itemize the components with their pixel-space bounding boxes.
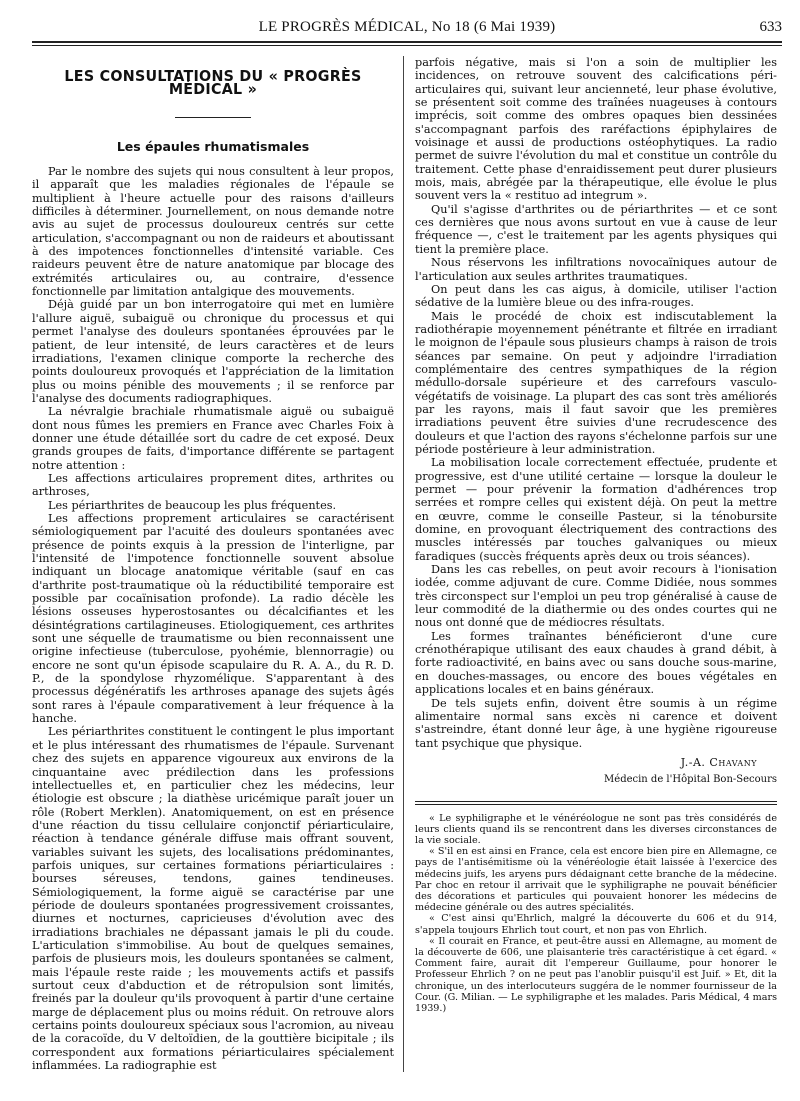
paragraph: La mobilisation locale correctement effectuée, prudente et progressive, est d'une utilité certaine — lorsque la douleur le permet — pour prévenir la formation d'adhérences trop serrées et rompre celles qui existent déjà. On peut la mettre en œuvre, comme le conseille Pasteur, si la ténobursite domine, en provoquant électriquement des contractions des muscles intéressés par touches galvaniques ou mieux faradiques (succès fréquents après deux ou trois séances).: [415, 456, 777, 563]
left-column: [32, 56, 403, 1072]
anecdote-note: [415, 813, 777, 1015]
article-title: Les épaules rhumatismales: [116, 138, 310, 154]
note-paragraph: « Il courait en France, et peut-être aussi en Allemagne, au moment de la découverte de 606, une plaisanterie très caractéristique à cet égard. « Comment faire, aurait dit l'empereur Guillaume, pour honorer le Professeur Ehrlich ? on ne peut pas l'anoblir puisqu'il est Juif. » Et, dit la chronique, un des interlocuteurs suggéra de le nommer fournisseur de la Cour. (G. Milian. — Le syphiligraphe et les malades. Paris Médical, 4 mars 1939.): [415, 935, 777, 1015]
paragraph: Les affections articulaires proprement dites, arthrites ou arthroses,: [32, 471, 394, 499]
journal-page: [32, 14, 782, 1094]
section-title: LES CONSULTATIONS DU « PROGRÈS MÉDICAL »: [64, 67, 362, 99]
author-signature: [415, 756, 777, 769]
header-rule-thin: [32, 45, 782, 46]
paragraph: parfois négative, mais si l'on a soin de multiplier les incidences, on retrouve souvent des calcifications péri-articulaires qui, suivant leur ancienneté, leur phase évolutive, se présentent soit comme des traînées nuageuses à contours imprécis, soit comme des ombres opaques bien dessinées s'accompagnant parfois des raréfactions épiphylaires de voisinage et aussi de productions ostéophytiques. La radio permet de suivre l'évolution du mal et constitue un contrôle du traitement. Cette phase d'enraidissement peut durer plusieurs mois, mais, abrégée par la thérapeutique, elle évolue le plus souvent vers la « restituo ad integrum ».: [415, 56, 777, 203]
note-paragraph: « C'est ainsi qu'Ehrlich, malgré la découverte du 606 et du 914, s'appela toujours Ehrlich tout court, et non pas von Ehrlich.: [415, 913, 777, 936]
note-paragraph: « S'il en est ainsi en France, cela est encore bien pire en Allemagne, ce pays de l'antisémitisme où la vénéréologie était laissée à l'exercice des médecins juifs, les aryens purs dédaignant cette branche de la médecine. Par choc en retour il arrivait que le syphiligraphe ne pouvait bénéficier des décorations et particules qui pouvaient honorer les médecins de médecine générale ou des autres spécialités.: [415, 846, 777, 914]
note-separator-thin: [415, 804, 777, 805]
two-column-body: [32, 56, 782, 1072]
paragraph: Qu'il s'agisse d'arthrites ou de périarthrites — et ce sont ces dernières que nous avons surtout en vue à cause de leur fréquence —, c'est le traitement par les agents physiques qui tient la première place.: [415, 202, 777, 256]
paragraph: Déjà guidé par un bon interrogatoire qui met en lumière l'allure aiguë, subaiguë ou chronique du processus et qui permet l'analyse des douleurs spontanées éprouvées par le patient, de leur intensité, de leurs caractères et de leurs irradiations, l'examen clinique comporte la recherche des points douloureux provoqués et l'appréciation de la limitation plus ou moins pénible des mouvements ; il se renforce par l'analyse des documents radiographiques.: [32, 298, 394, 405]
paragraph: On peut dans les cas aigus, à domicile, utiliser l'action sédative de la lumière bleue ou des infra-rouges.: [415, 282, 777, 310]
paragraph: De tels sujets enfin, doivent être soumis à un régime alimentaire normal sans excès ni carence et doivent s'astreindre, étant donné leur âge, à une hygiène rigoureuse tant psychique que physique.: [415, 696, 777, 750]
header-rule: [32, 41, 782, 43]
paragraph: Par le nombre des sujets qui nous consultent à leur propos, il apparaît que les maladies régionales de l'épaule se multiplient à l'heure actuelle pour des raisons d'ailleurs difficiles à déterminer. Journellement, on nous demande notre avis au sujet de processus douloureux centrés sur cette articulation, s'accompagnant ou non de raideurs et aboutissant à des impotences fonctionnelles d'intensité variable. Ces raideurs peuvent être de nature anatomique par blocage des extrémités articulaires ou, au contraire, d'essence fonctionnelle par limitation antalgique des mouvements.: [32, 165, 394, 299]
paragraph: Dans les cas rebelles, on peut avoir recours à l'ionisation iodée, comme adjuvant de cure. Comme Didiée, nous sommes très circonspect sur l'emploi un peu trop généralisé à cause de leur commodité de la diathermie ou des ondes courtes qui ne nous ont donné que de médiocres résultats.: [415, 563, 777, 630]
paragraph: Mais le procédé de choix est indiscutablement la radiothérapie moyennement pénétrante et filtrée en irradiant le moignon de l'épaule sous plusieurs champs à raison de trois séances par semaine. On peut y adjoindre l'irradiation complémentaire des centres sympathiques de la région médullo-dorsale supérieure et des carrefours vasculo-végétatifs de voisinage. La plupart des cas sont très améliorés par les rayons, mais il faut savoir que les premières irradiations peuvent être suivies d'une recrudescence des douleurs et que l'action des rayons s'échelonne parfois sur une période postérieure à leur administration.: [415, 309, 777, 456]
right-column: [403, 56, 777, 1072]
paragraph: Les affections proprement articulaires se caractérisent sémiologiquement par l'acuité des douleurs spontanées avec présence de points exquis à la pression de l'interligne, par l'intensité de l'impotence fonctionnelle souvent absolue indiquant un blocage anatomique véritable (sauf en cas d'arthrite post-traumatique où la réductibilité temporaire est possible par cocaïnisation profonde). La radio décèle les lésions osseuses hyperostosantes ou décalcifiantes et les désintégrations cartilagineuses. Etiologiquement, ces arthrites sont une séquelle de traumatisme ou bien reconnaissent une origine infectieuse (tuberculose, pyohémie, blennorragie) ou encore ne sont qu'un épisode scapulaire du R. A. A., du R. D. P., de la spondylose rhyzomélique. S'apparentant à des processus dégénératifs les arthroses apanage des sujets âgés sont rares à l'épaule comparativement à leur fréquence à la hanche.: [32, 511, 394, 726]
title-divider: [175, 117, 251, 118]
paragraph: Nous réservons les infiltrations novocaïniques autour de l'articulation aux seules arthrites traumatiques.: [415, 256, 777, 283]
page-header: [32, 14, 782, 36]
paragraph: Les périarthrites de beaucoup les plus fréquentes.: [48, 498, 337, 512]
running-title: LE PROGRÈS MÉDICAL, No 18 (6 Mai 1939): [258, 19, 556, 35]
author-name: J.-A. Chavany: [680, 755, 757, 769]
author-affiliation: Médecin de l'Hôpital Bon-Secours: [604, 774, 777, 786]
paragraph: La névralgie brachiale rhumatismale aiguë ou subaiguë dont nous fûmes les premiers en France avec Charles Foix à donner une étude détaillée sort du cadre de cet exposé. Deux grands groupes de faits, d'importance différente se partagent notre attention :: [32, 405, 394, 472]
note-separator: [415, 801, 777, 802]
page-number: 633: [759, 19, 782, 35]
note-paragraph: « Le syphiligraphe et le vénéréologue ne sont pas très considérés de leurs clients quand ils se rencontrent dans les diverses circonstances de la vie sociale.: [415, 812, 777, 846]
paragraph: Les formes traînantes bénéficieront d'une cure crénothérapique utilisant des eaux chaudes à grand débit, à forte radioactivité, en bains avec ou sans douche sous-marine, en douches-massages, ou encore des boues végétales en applications locales et en bains généraux.: [415, 629, 777, 697]
paragraph: Les périarthrites constituent le contingent le plus important et le plus intéressant des rhumatismes de l'épaule. Survenant chez des sujets en apparence vigoureux aux environs de la cinquantaine avec prédilection dans les professions intellectuelles et, en particulier chez les médecins, leur étiologie est obscure ; la diathèse uricémique paraît jouer un rôle (Robert Merklen). Anatomiquement, on est en présence d'une réaction du tissu cellulaire conjonctif périarticulaire, réaction à tendance générale diffuse mais offrant souvent, variables suivant les sujets, des localisations prédominantes, parfois uniques, sur certaines formations périarticulaires : bourses séreuses, tendons, gaines tendineuses. Sémiologiquement, la forme aiguë se caractérise par une période de douleurs spontanées progressivement croissantes, diurnes et nocturnes, capricieuses d'évolution avec des irradiations brachiales ne dépassant jamais le pli du coude. L'articulation s'immobilise. Au bout de quelques semaines, parfois de plusieurs mois, les douleurs spontanées se calment, mais l'épaule reste raide ; les mouvements actifs et passifs surtout ceux d'abduction et de rétropulsion sont limités, freinés par la douleur qu'ils provoquent à partir d'une certaine marge de déplacement plus ou moins réduit. On retrouve alors certains points douloureux spéciaux sous l'acromion, au niveau de la coracoïde, du V deltoïdien, de la gouttière bicipitale ; ils correspondent aux formations périarticulaires spécialement inflammées. La radiographie est: [32, 725, 394, 1073]
